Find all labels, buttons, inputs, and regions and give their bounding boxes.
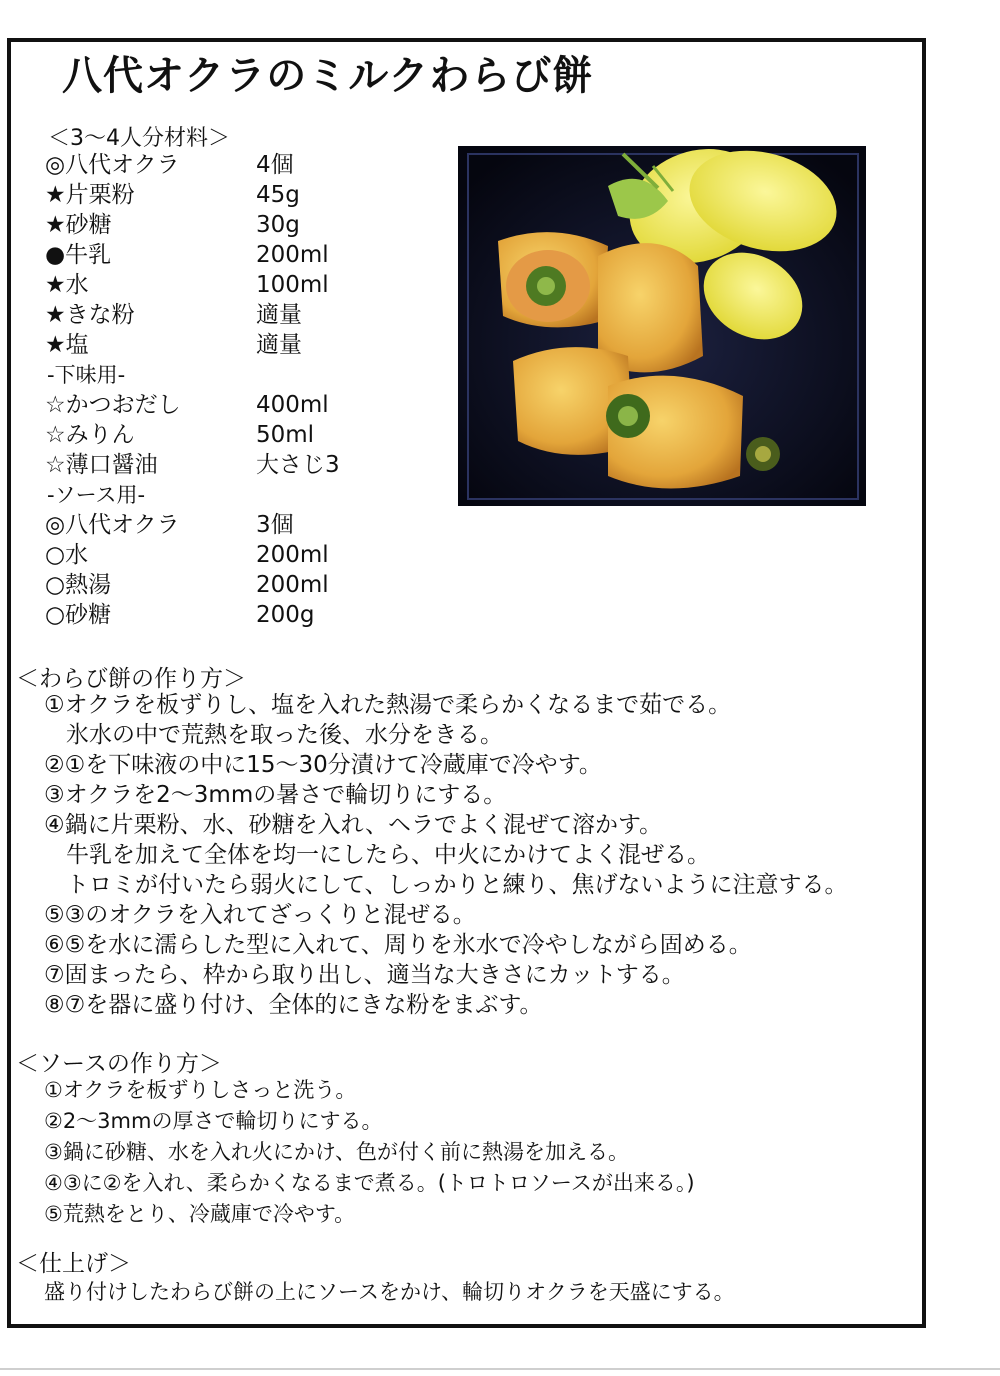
ingredient-name: ☆みりん bbox=[45, 422, 135, 448]
ingredient-name: ★塩 bbox=[45, 332, 89, 358]
ingredient-name: ☆かつおだし bbox=[45, 392, 181, 418]
ingredient-row bbox=[45, 420, 375, 450]
ingredients-list bbox=[45, 150, 375, 630]
ingredient-amount: 200ml bbox=[256, 542, 329, 568]
sauce-step: ④③に②を入れ、柔らかくなるまで煮る。(トロトロソースが出来る。) bbox=[44, 1171, 695, 1195]
ingredient-amount: 200g bbox=[256, 602, 315, 628]
warabi-step: ①オクラを板ずりし、塩を入れた熱湯で柔らかくなるまで茹でる。 bbox=[44, 692, 732, 718]
warabi-step: ④鍋に片栗粉、水、砂糖を入れ、ヘラでよく混ぜて溶かす。 bbox=[44, 812, 663, 838]
ingredient-name: ○砂糖 bbox=[45, 602, 112, 628]
warabi-step: ②①を下味液の中に15～30分漬けて冷蔵庫で冷やす。 bbox=[44, 752, 602, 778]
ingredient-amount: 50ml bbox=[256, 422, 315, 448]
sauce-step: ③鍋に砂糖、水を入れ火にかけ、色が付く前に熱湯を加える。 bbox=[44, 1140, 629, 1164]
ingredient-row bbox=[45, 600, 375, 630]
ingredient-name: ★きな粉 bbox=[45, 302, 135, 328]
sauce-section-title: ＜ソースの作り方＞ bbox=[16, 1051, 222, 1077]
ingredients-heading: ＜3～4人分材料＞ bbox=[48, 126, 230, 151]
warabi-step: ⑤③のオクラを入れてざっくりと混ぜる。 bbox=[44, 902, 476, 928]
ingredient-subheading bbox=[45, 360, 375, 390]
ingredient-name: ○熱湯 bbox=[45, 572, 112, 598]
ingredient-amount: 適量 bbox=[256, 302, 302, 328]
sauce-step: ⑤荒熱をとり、冷蔵庫で冷やす。 bbox=[44, 1202, 356, 1226]
ingredient-row bbox=[45, 270, 375, 300]
ingredient-row bbox=[45, 450, 375, 480]
scan-edge-line bbox=[0, 1368, 1000, 1370]
dish-illustration bbox=[458, 146, 866, 506]
warabi-step: ⑦固まったら、枠から取り出し、適当な大きさにカットする。 bbox=[44, 962, 685, 988]
warabi-step-continued: トロミが付いたら弱火にして、しっかりと練り、焦げないように注意する。 bbox=[66, 872, 848, 898]
ingredient-amount: 適量 bbox=[256, 332, 302, 358]
ingredient-row bbox=[45, 510, 375, 540]
ingredient-amount: 200ml bbox=[256, 572, 329, 598]
ingredient-name: ★水 bbox=[45, 272, 89, 298]
ingredient-row bbox=[45, 540, 375, 570]
recipe-title: 八代オクラのミルクわらび餅 bbox=[62, 53, 594, 99]
ingredient-amount: 大さじ3 bbox=[256, 452, 340, 478]
warabi-section-title: ＜わらび餅の作り方＞ bbox=[16, 666, 246, 692]
ingredient-amount: 400ml bbox=[256, 392, 329, 418]
ingredient-row bbox=[45, 390, 375, 420]
ingredient-amount: 30g bbox=[256, 212, 300, 238]
warabi-step: ③オクラを2～3mmの暑さで輪切りにする。 bbox=[44, 782, 507, 808]
ingredient-subheading bbox=[45, 480, 375, 510]
warabi-step: ⑥⑤を水に濡らした型に入れて、周りを氷水で冷やしながら固める。 bbox=[44, 932, 752, 958]
finish-section-title: ＜仕上げ＞ bbox=[16, 1251, 131, 1277]
sauce-steps bbox=[44, 1075, 695, 1230]
ingredient-row bbox=[45, 180, 375, 210]
ingredient-name: ●牛乳 bbox=[45, 242, 112, 268]
warabi-step: ⑧⑦を器に盛り付け、全体的にきな粉をまぶす。 bbox=[44, 992, 543, 1018]
ingredient-name: ★砂糖 bbox=[45, 212, 112, 238]
finish-text: 盛り付けしたわらび餅の上にソースをかけ、輪切りオクラを天盛にする。 bbox=[44, 1280, 735, 1304]
ingredient-row bbox=[45, 330, 375, 360]
subheading-label: -ソース用- bbox=[47, 483, 146, 507]
subheading-label: -下味用- bbox=[47, 363, 126, 387]
warabi-step-continued: 氷水の中で荒熱を取った後、水分をきる。 bbox=[66, 722, 503, 748]
ingredient-row bbox=[45, 240, 375, 270]
ingredient-row bbox=[45, 210, 375, 240]
ingredient-name: ☆薄口醤油 bbox=[45, 452, 158, 478]
warabi-steps bbox=[44, 690, 848, 1020]
ingredient-name: ◎八代オクラ bbox=[45, 512, 180, 538]
ingredient-name: ○水 bbox=[45, 542, 89, 568]
ingredient-row bbox=[45, 570, 375, 600]
ingredient-amount: 4個 bbox=[256, 152, 294, 178]
ingredient-amount: 100ml bbox=[256, 272, 329, 298]
sauce-step: ①オクラを板ずりしさっと洗う。 bbox=[44, 1078, 357, 1102]
ingredient-name: ◎八代オクラ bbox=[45, 152, 180, 178]
ingredient-amount: 45g bbox=[256, 182, 300, 208]
ingredient-row bbox=[45, 150, 375, 180]
ingredient-amount: 200ml bbox=[256, 242, 329, 268]
sauce-step: ②2～3mmの厚さで輪切りにする。 bbox=[44, 1109, 383, 1133]
ingredient-row bbox=[45, 300, 375, 330]
ingredient-name: ★片栗粉 bbox=[45, 182, 135, 208]
warabi-step-continued: 牛乳を加えて全体を均一にしたら、中火にかけてよく混ぜる。 bbox=[66, 842, 710, 868]
dish-photo bbox=[458, 146, 866, 506]
ingredient-amount: 3個 bbox=[256, 512, 294, 538]
